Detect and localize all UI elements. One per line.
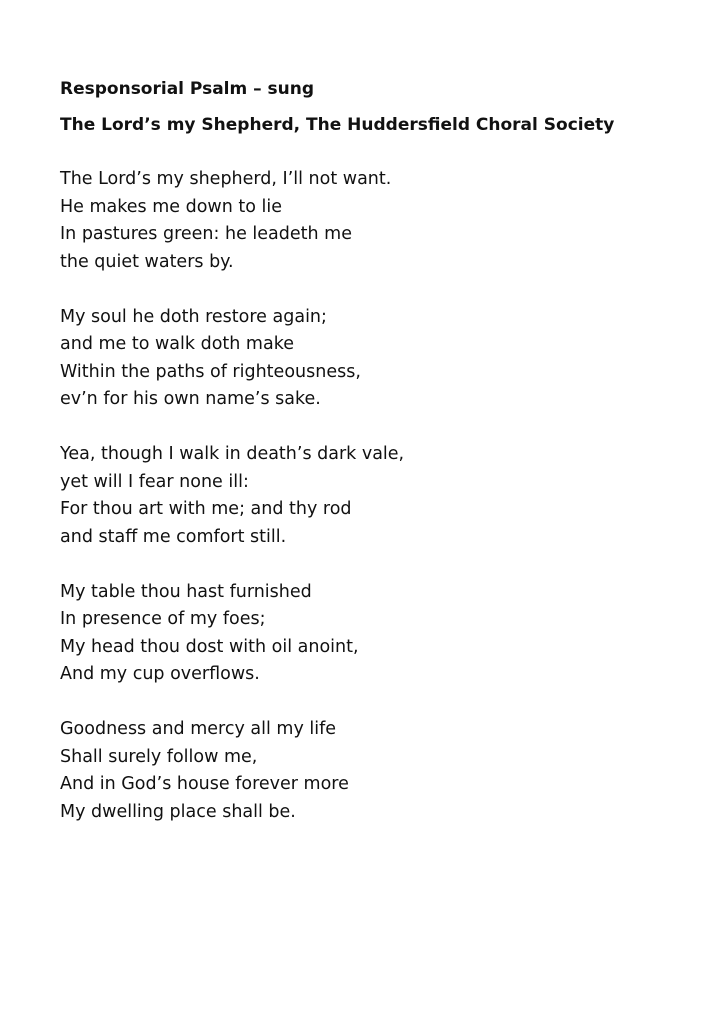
lyric-line: The Lord’s my shepherd, I’ll not want. bbox=[60, 169, 392, 189]
lyric-line: For thou art with me; and thy rod bbox=[60, 499, 352, 519]
page-heading: Responsorial Psalm – sung bbox=[60, 79, 315, 99]
lyric-line: In presence of my foes; bbox=[60, 609, 266, 629]
lyric-line: Within the paths of righteousness, bbox=[60, 361, 361, 382]
lyric-line: My table thou hast furnished bbox=[60, 581, 312, 602]
stanza-2 bbox=[60, 304, 700, 414]
lyric-line: And in God’s house forever more bbox=[60, 774, 349, 794]
stanza-3 bbox=[60, 441, 700, 551]
stanza-4 bbox=[60, 579, 700, 689]
document-page bbox=[60, 78, 700, 854]
lyric-line: In pastures green: he leadeth me bbox=[60, 224, 352, 244]
lyric-line: He makes me down to lie bbox=[60, 196, 282, 217]
stanza-1 bbox=[60, 166, 700, 276]
lyric-line: the quiet waters by. bbox=[60, 251, 234, 272]
lyric-line: My soul he doth restore again; bbox=[60, 306, 327, 327]
lyric-line: and me to walk doth make bbox=[60, 334, 294, 354]
lyric-line: yet will I fear none ill: bbox=[60, 471, 249, 492]
lyric-line: Yea, though I walk in death’s dark vale, bbox=[60, 444, 405, 464]
stanza-5 bbox=[60, 716, 700, 826]
lyric-line: My dwelling place shall be. bbox=[60, 801, 296, 822]
lyric-line: ev’n for his own name’s sake. bbox=[60, 389, 321, 409]
lyric-line: Goodness and mercy all my life bbox=[60, 719, 337, 739]
page-subheading: The Lord’s my Shepherd, The Huddersfield Choral Society bbox=[60, 115, 615, 135]
lyric-line: My head thou dost with oil anoint, bbox=[60, 636, 359, 657]
lyric-line: Shall surely follow me, bbox=[60, 746, 258, 767]
lyric-line: And my cup overflows. bbox=[60, 664, 260, 684]
lyric-line: and staff me comfort still. bbox=[60, 526, 287, 547]
